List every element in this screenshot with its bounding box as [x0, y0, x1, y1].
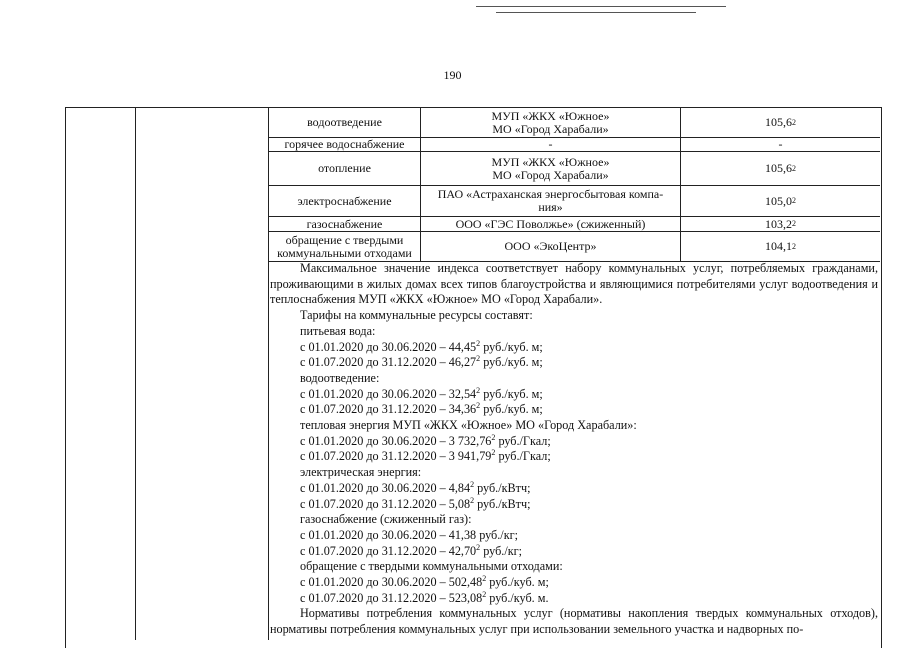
index-value: 104,1 2 — [765, 239, 796, 253]
tariff-line: с 01.01.2020 до 30.06.2020 – 3 732,76$^2$ руб./Гкал; — [300, 432, 551, 448]
provider-line: - — [548, 137, 553, 151]
tariff-line: с 01.01.2020 до 30.06.2020 – 32,54$^2$ руб./куб. м; — [300, 385, 543, 401]
header-rule-2 — [496, 12, 696, 13]
service-name: отопление — [318, 161, 371, 175]
tariff-line: с 01.01.2020 до 30.06.2020 – 502,48$^2$ руб./куб. м; — [300, 574, 549, 590]
table-row — [269, 152, 420, 185]
waste-heading: обращение с твердыми коммунальными отходами: — [300, 559, 563, 574]
sewerage-heading: водоотведение: — [300, 370, 380, 385]
provider-line: ООО «ЭкоЦентр» — [504, 239, 597, 253]
provider-line: МУП «ЖКХ «Южное» — [491, 154, 610, 169]
tariff-line: с 01.07.2020 до 31.12.2020 – 46,27$^2$ руб./куб. м; — [300, 354, 543, 370]
table-row — [269, 138, 420, 151]
index-value: 105,6 2 — [765, 115, 796, 129]
tariff-line: с 01.07.2020 до 31.12.2020 – 5,08$^2$ руб./кВтч; — [300, 495, 531, 511]
provider-line: МО «Город Харабали» — [492, 121, 609, 136]
drinking-water-heading: питьевая вода: — [300, 323, 376, 338]
provider-cell — [421, 232, 680, 261]
tariff-description — [270, 261, 878, 638]
tariff-line: с 01.07.2020 до 31.12.2020 – 34,36$^2$ руб./куб. м; — [300, 401, 543, 417]
tariff-line: с 01.01.2020 до 30.06.2020 – 4,84$^2$ руб./кВтч; — [300, 479, 531, 495]
tariff-line: с 01.07.2020 до 31.12.2020 – 42,70$^2$ руб./кг; — [300, 542, 523, 558]
provider-line: МУП «ЖКХ «Южное» — [491, 108, 610, 123]
electricity-heading: электрическая энергия: — [300, 465, 422, 480]
tariff-line: с 01.07.2020 до 31.12.2020 – 523,08$^2$ руб./куб. м. — [300, 589, 549, 605]
provider-cell — [421, 108, 680, 137]
service-name: электроснабжение — [297, 193, 392, 208]
index-value: 105,6 2 — [765, 161, 796, 175]
intro-paragraph: Максимальное значение индекса соответствует набору коммунальных услуг, потребляемых гражданами, проживающими в жилых домах всех типов благоустройства и являющимися потребителями услуг водоотведения и теплоснабжения МУП «ЖКХ «Южное» МО «Город Харабали». — [270, 261, 878, 307]
heat-heading: тепловая энергия МУП «ЖКХ «Южное» МО «Город Харабали»: — [300, 418, 637, 433]
tariff-line: с 01.01.2020 до 30.06.2020 – 41,38 руб./кг; — [300, 527, 518, 542]
index-value: 103,2 2 — [765, 216, 796, 231]
provider-line: ООО «ГЭС Поволжье» (сжиженный) — [455, 216, 646, 231]
provider-cell — [421, 186, 680, 216]
tariffs-heading: Тарифы на коммунальные ресурсы составят: — [300, 308, 533, 323]
index-value: - — [778, 137, 783, 151]
norms-paragraph: Нормативы потребления коммунальных услуг (нормативы накопления твердых коммунальных отходов), нормативы потребления коммунальных услуг при использовании земельного участка и надворных по- — [270, 606, 878, 637]
tariff-line: с 01.07.2020 до 31.12.2020 – 3 941,79$^2$ руб./Гкал; — [300, 448, 551, 464]
col-divider — [135, 107, 136, 640]
header-rule-1 — [476, 6, 726, 7]
gas-heading: газоснабжение (сжиженный газ): — [300, 512, 472, 527]
table-row — [269, 186, 420, 216]
page-number: 190 — [443, 68, 462, 82]
table-row — [269, 108, 420, 137]
provider-line: МО «Город Харабали» — [492, 167, 609, 182]
service-name: обращение с твердыми коммунальными отходами — [277, 232, 412, 260]
service-name: горячее водоснабжение — [284, 137, 405, 151]
index-value: 105,0 2 — [765, 193, 796, 208]
service-name: водоотведение — [307, 115, 382, 129]
provider-cell — [421, 217, 680, 231]
service-name: газоснабжение — [306, 216, 383, 231]
tariff-line: с 01.01.2020 до 30.06.2020 – 44,45$^2$ руб./куб. м; — [300, 338, 543, 354]
table-row — [269, 232, 420, 261]
provider-cell — [421, 152, 680, 185]
provider-cell — [421, 138, 680, 151]
provider-line: ния» — [538, 200, 563, 214]
table-row — [269, 217, 420, 231]
provider-line: ПАО «Астраханская энергосбытовая компа- — [437, 187, 664, 201]
